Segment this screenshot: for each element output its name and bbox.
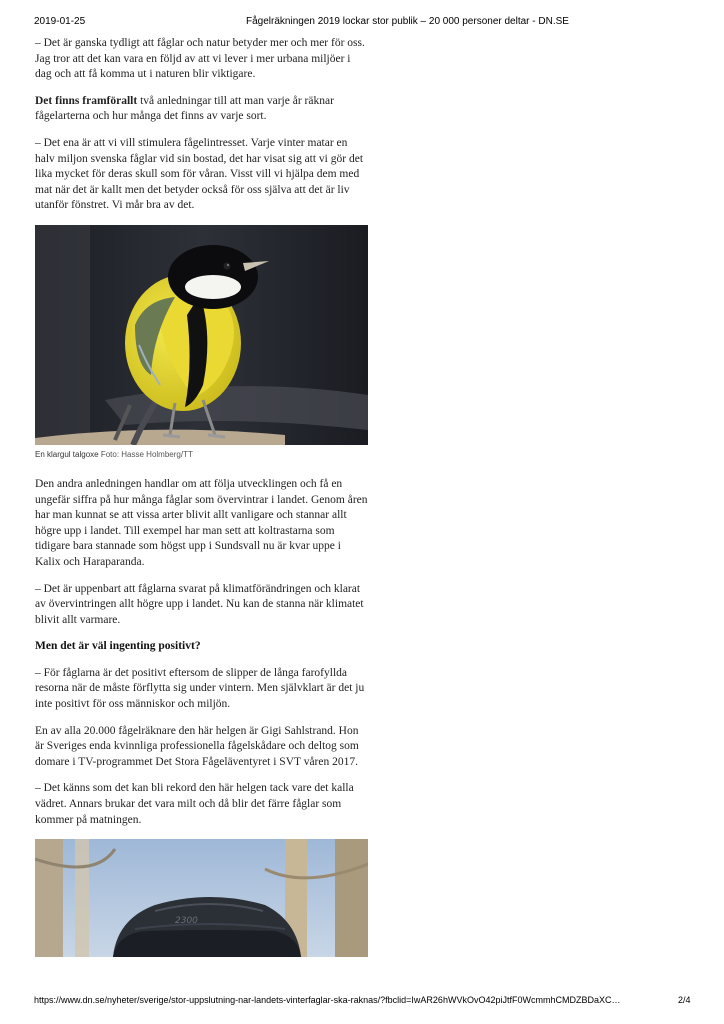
paragraph-1: – Det är ganska tydligt att fåglar och natur betyder mer och mer för oss. Jag tror att det kan vara en följd av att vi lever i mer urbana miljöer i dag och att få komma ut i naturen blir viktigare. [35, 37, 365, 81]
cap-photo [35, 839, 368, 957]
paragraph-5: – Det är uppenbart att fåglarna svarat på klimatförändringen och klarat av övervintringen allt högre upp i landet. Nu kan de stanna när klimatet blivit allt varmare. [35, 582, 364, 626]
paragraph-2-lead: Det finns framförallt [35, 94, 138, 107]
caption-credit: Foto: Hasse Holmberg/TT [100, 449, 193, 459]
paragraph-2-text: två anledningar till att man varje år räknar fågelarterna och hur många det finns av varje sort. [35, 94, 334, 123]
print-date: 2019-01-25 [34, 16, 86, 27]
svg-text:2300: 2300 [175, 916, 198, 927]
paragraph-2 [35, 94, 368, 125]
page-number: 2/4 [678, 995, 691, 1005]
paragraph-8: – Det känns som det kan bli rekord den här helgen tack vare det kalla vädret. Annars brukar det vara milt och då blir det färre fåglar som kommer på matningen. [35, 782, 354, 826]
subheading: Men det är väl ingenting positivt? [35, 640, 201, 653]
page-title: Fågelräkningen 2019 lockar stor publik – 20 000 personer deltar - DN.SE [246, 16, 569, 27]
great-tit-photo [35, 225, 368, 445]
caption-text: En klargul talgoxe [35, 449, 99, 459]
paragraph-3: – Det ena är att vi vill stimulera fågelintresset. Varje vinter matar en halv miljon svenska fåglar vid sin bostad, det har visat sig att vi gör det lika mycket för deras skull som för våran. Visst vill vi hjälpa dem med mat när det är kallt men det betyder också för oss själva att det är liv utanför fönstret. Vi mår bra av det. [35, 136, 364, 212]
source-url: https://www.dn.se/nyheter/sverige/stor-uppslutning-nar-landets-vinterfaglar-ska-raknas/?fbclid=IwAR26hWVkOvO42piJtfF0WcmmhCMDZBDaXC… [34, 995, 621, 1005]
paragraph-7: En av alla 20.000 fågelräknare den här helgen är Gigi Sahlstrand. Hon är Sveriges enda kvinnliga professionella fågelskådare och deltog som domare i TV-programmet Det Stora Fågeläventyret i SVT våren 2017. [35, 724, 359, 768]
paragraph-6: – För fåglarna är det positivt eftersom de slipper de långa farofyllda resorna när de måste förflytta sig under vintern. Men självklart är det ju inte positivt för oss människor och miljön. [35, 666, 365, 711]
photo-caption [35, 449, 368, 460]
article-body [35, 36, 368, 957]
paragraph-4: Den andra anledningen handlar om att följa utvecklingen och få en ungefär siffra på hur många fåglar som övervintrar i landet. Genom åren har man kunnat se att vissa arter blivit allt vanligare och stannar allt högre upp i landet. Till exempel har man sett att koltrastarna som tidigare bara stannade som högst upp i Sundsvall nu är kvar uppe i Kalix och Haraparanda. [35, 477, 368, 568]
